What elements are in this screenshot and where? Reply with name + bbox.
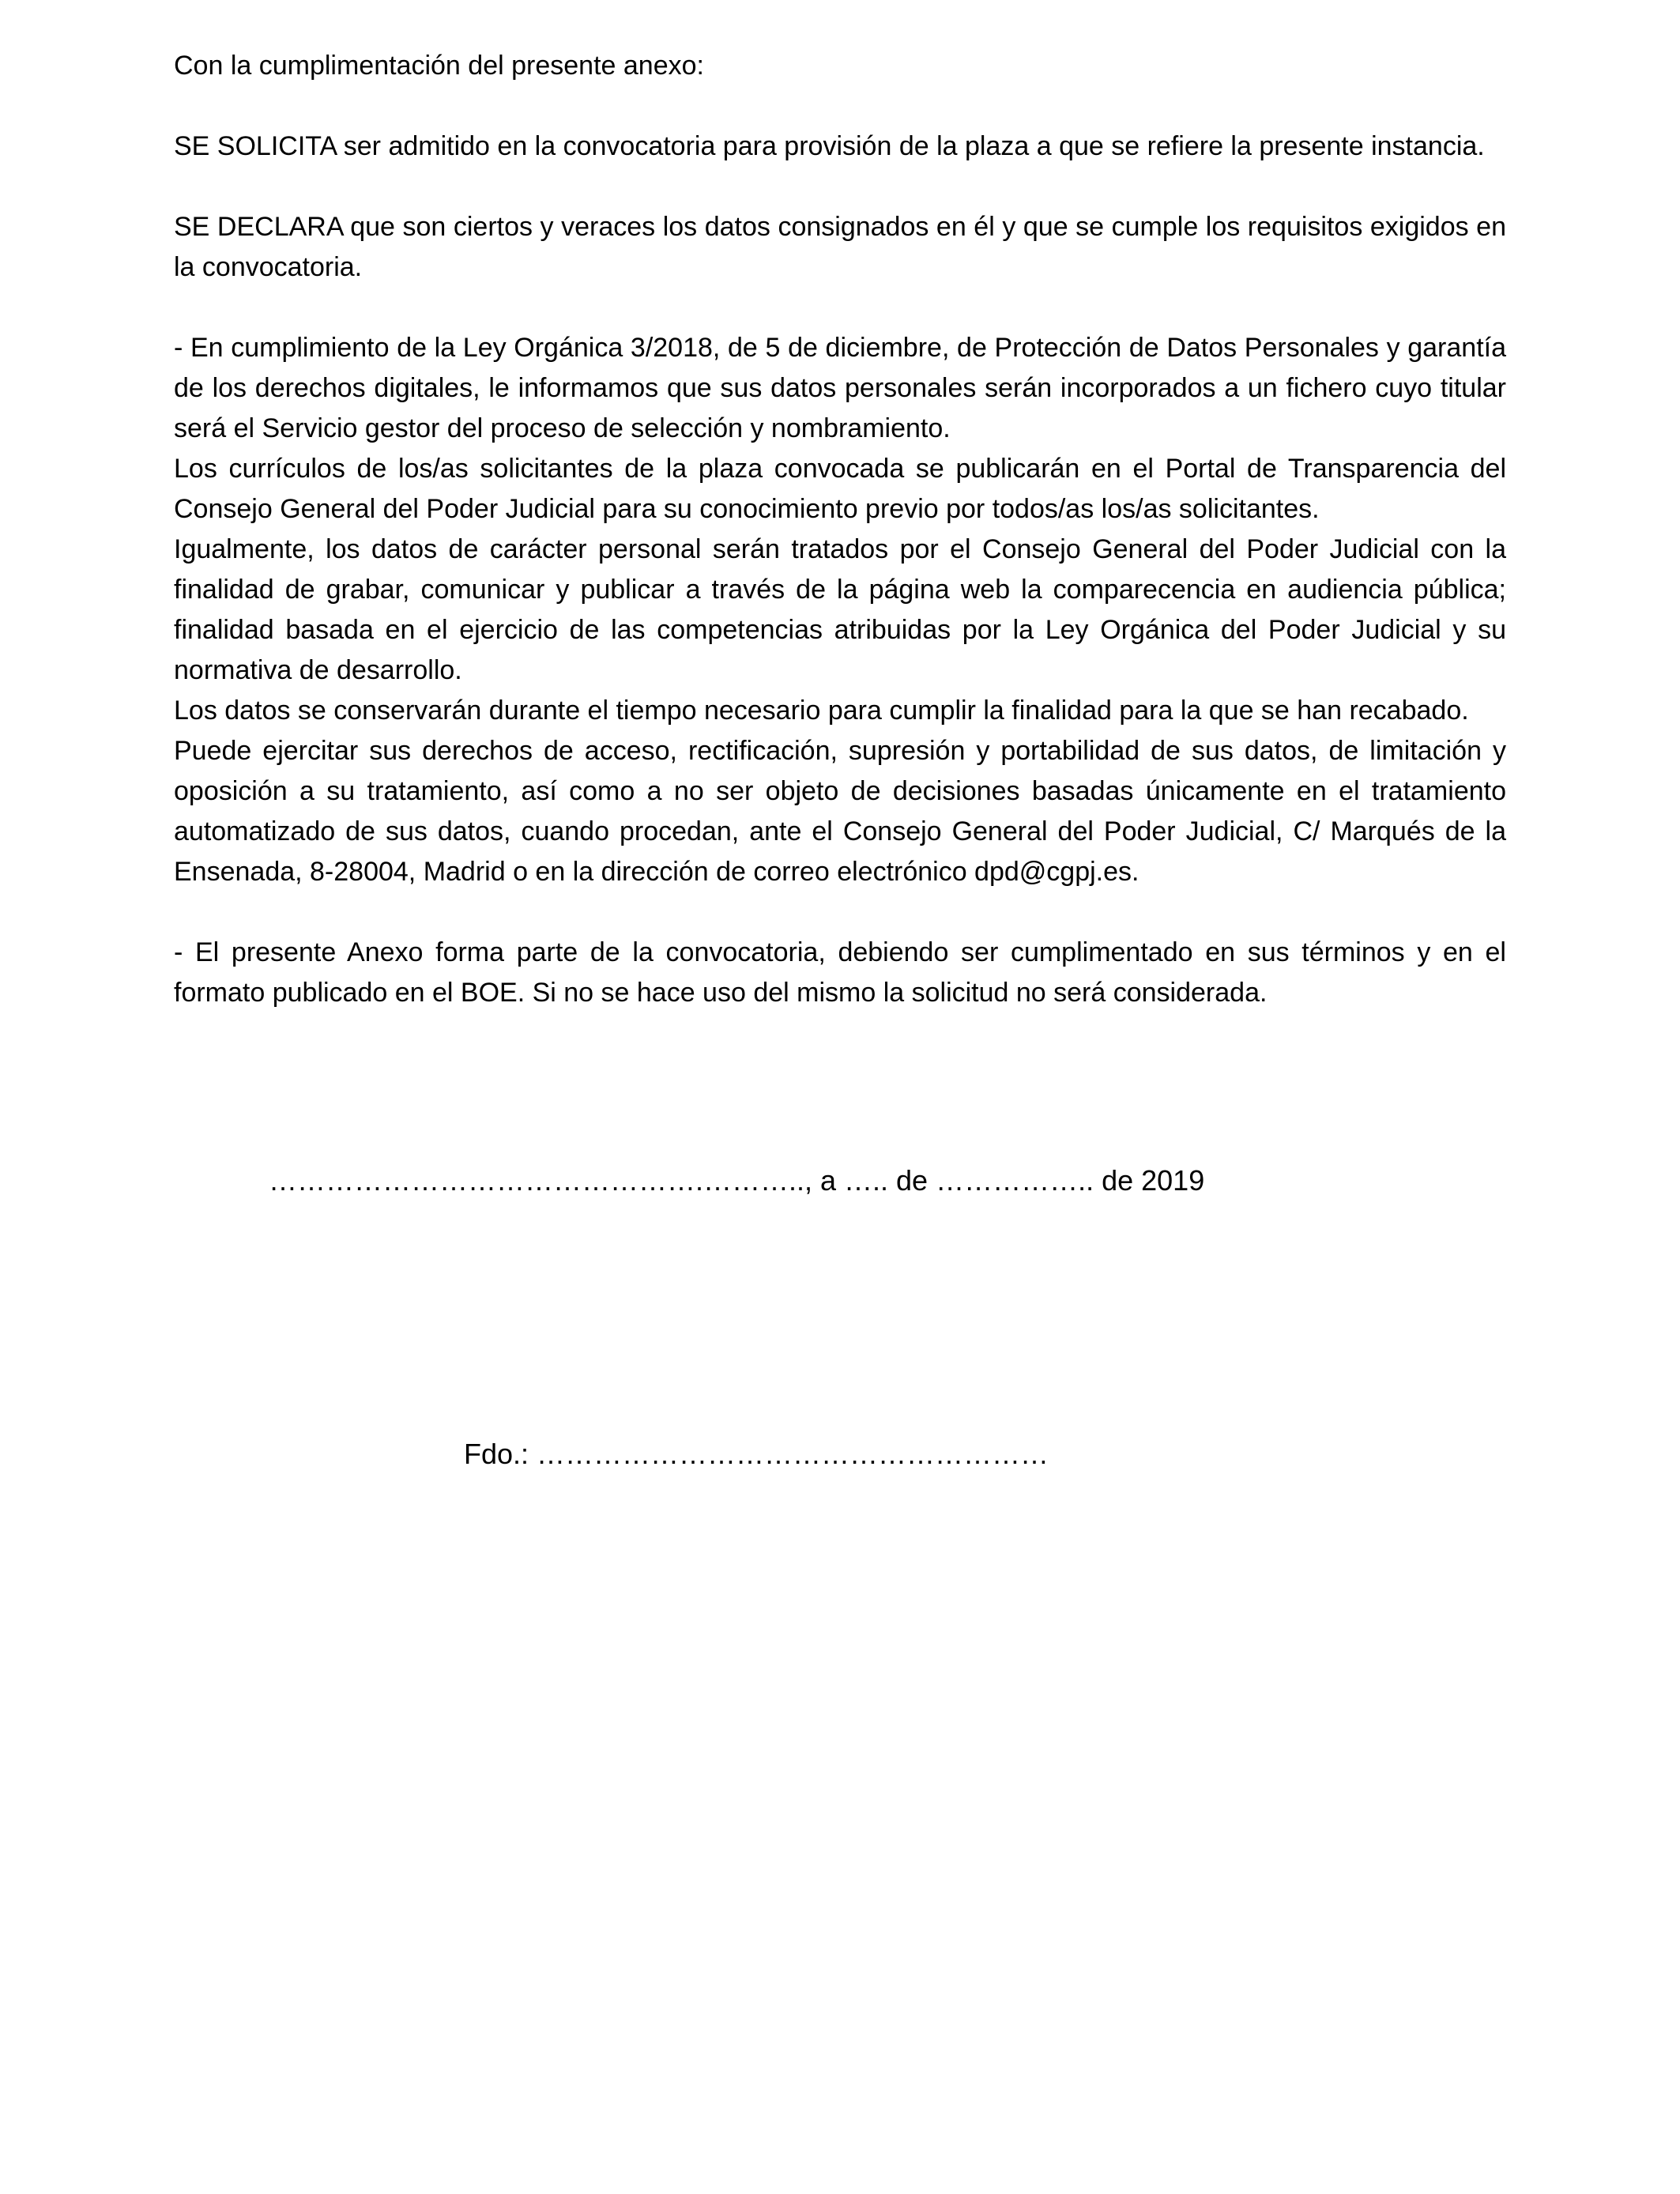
data-protection-paragraph: Los datos se conservarán durante el tiempo necesario para cumplir la finalidad para la que se han recabado. <box>174 696 1469 726</box>
document-body <box>174 46 1506 1013</box>
signature-line: Fdo.: ……………………………………………… <box>464 1438 1049 1470</box>
data-protection-section <box>174 328 1506 892</box>
intro-text: Con la cumplimentación del presente anexo: <box>174 51 704 81</box>
data-protection-paragraph: Los currículos de los/as solicitantes de la plaza convocada se publicarán en el Portal de Transparencia del Consejo General del Poder Judicial para su conocimiento previo por todos/as los/as solicitantes. <box>174 454 1506 524</box>
place-date-line: ……………………………………….……….., a ….. de …………….. de 2019 <box>269 1164 1205 1197</box>
data-protection-paragraph: Puede ejercitar sus derechos de acceso, rectificación, supresión y portabilidad de sus datos, de limitación y oposición a su tratamiento, así como a no ser objeto de decisiones basadas únicamente en el tratamiento automatizado de sus datos, cuando procedan, ante el Consejo General del Poder Judicial, C/ Marqués de la Ensenada, 8-28004, Madrid o en la dirección de correo electrónico dpd@cgpj.es. <box>174 736 1506 887</box>
declara-statement: SE DECLARA que son ciertos y veraces los datos consignados en él y que se cumple los requisitos exigidos en la convocatoria. <box>174 212 1506 282</box>
data-protection-paragraph: Igualmente, los datos de carácter personal serán tratados por el Consejo General del Poder Judicial con la finalidad de grabar, comunicar y publicar a través de la página web la comparecencia en audiencia pública; finalidad basada en el ejercicio de las competencias atribuidas por la Ley Orgánica del Poder Judicial y su normativa de desarrollo. <box>174 534 1506 685</box>
solicita-statement: SE SOLICITA ser admitido en la convocatoria para provisión de la plaza a que se refiere la presente instancia. <box>174 131 1485 161</box>
annex-note: - El presente Anexo forma parte de la convocatoria, debiendo ser cumplimentado en sus términos y en el formato publicado en el BOE. Si no se hace uso del mismo la solicitud no será considerada. <box>174 937 1506 1008</box>
data-protection-paragraph: - En cumplimiento de la Ley Orgánica 3/2018, de 5 de diciembre, de Protección de Datos Personales y garantía de los derechos digitales, le informamos que sus datos personales serán incorporados a un fichero cuyo titular será el Servicio gestor del proceso de selección y nombramiento. <box>174 333 1506 443</box>
